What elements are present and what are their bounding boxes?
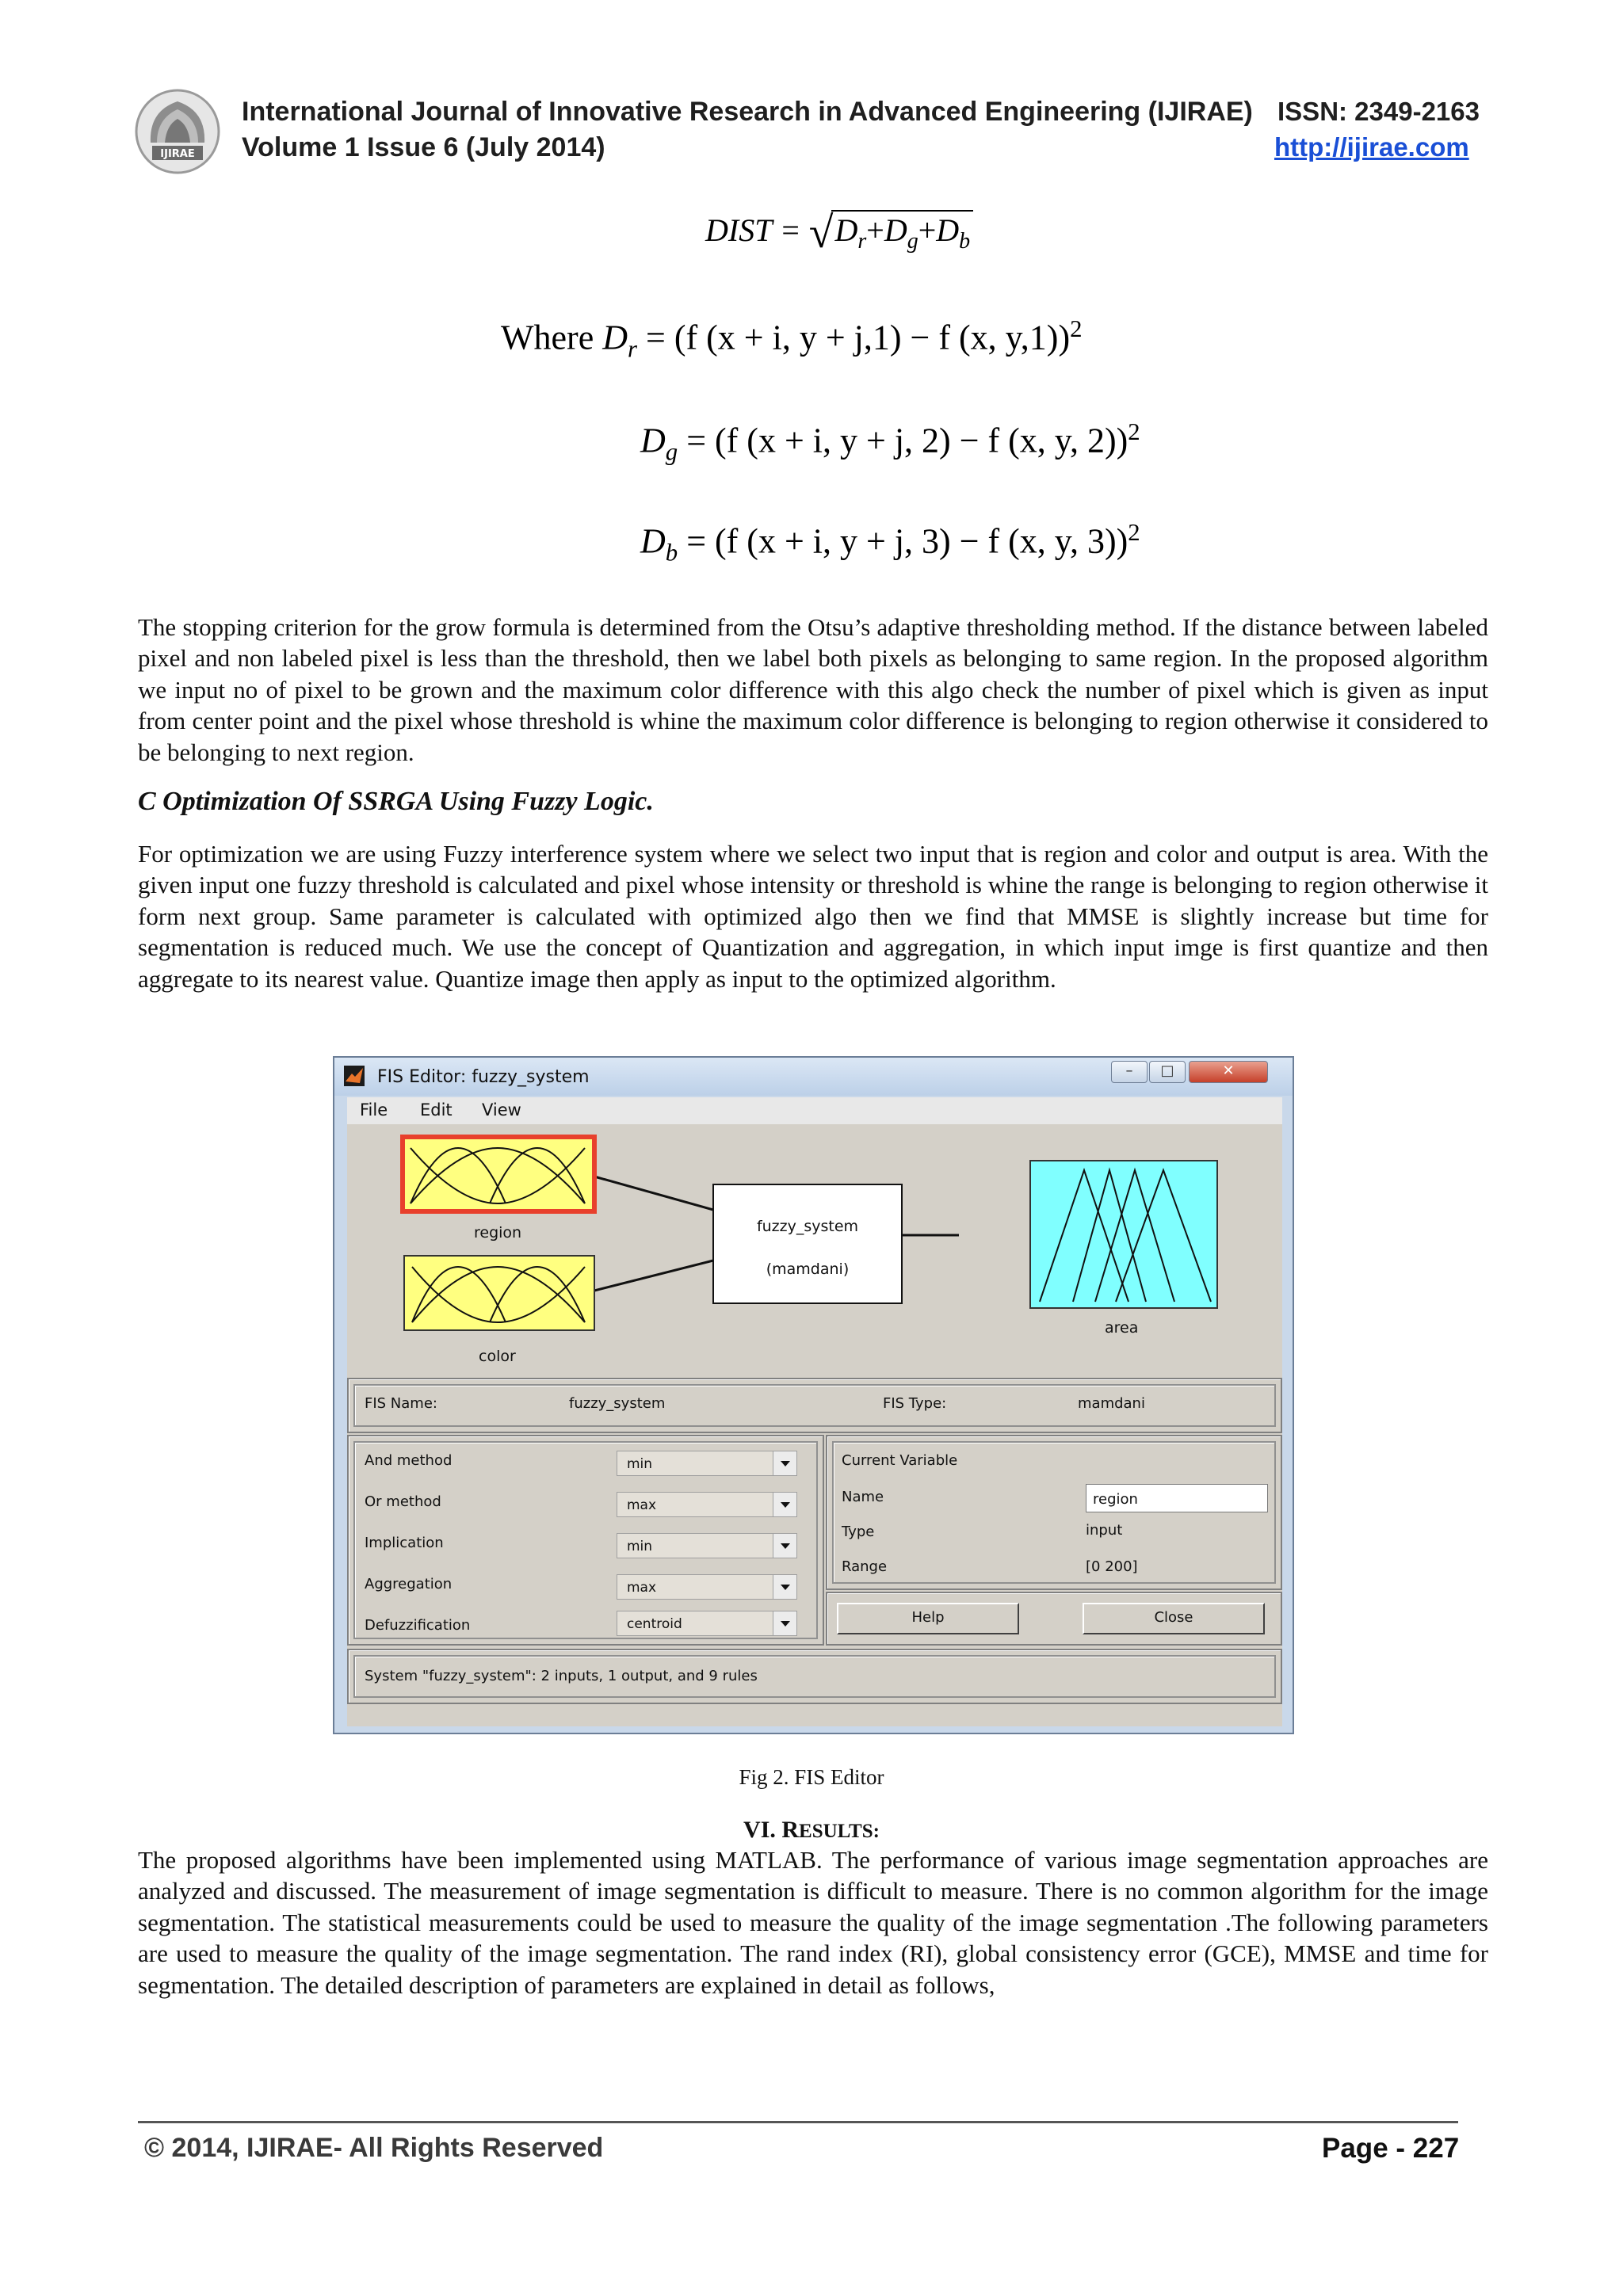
fis-editor-window [333, 1056, 1294, 1734]
section-heading-optimization: C Optimization Of SSRGA Using Fuzzy Logic. [138, 787, 654, 816]
status-panel [347, 1649, 1282, 1704]
input-color-block[interactable] [404, 1256, 594, 1330]
fis-name-label: FIS Name: [365, 1395, 437, 1412]
menu-bar [347, 1097, 1282, 1124]
current-variable-panel [826, 1435, 1282, 1590]
fis-type-label: FIS Type: [883, 1395, 947, 1412]
chevron-down-icon [773, 1534, 796, 1558]
journal-logo [133, 87, 222, 176]
connector-color [594, 1261, 713, 1291]
journal-title: International Journal of Innovative Research in Advanced Engineering (IJIRAE) [242, 97, 1253, 127]
variable-name-label: Name [842, 1489, 884, 1505]
status-text: System "fuzzy_system": 2 inputs, 1 output, and 9 rules [365, 1668, 758, 1684]
help-button[interactable]: Help [837, 1603, 1019, 1634]
fis-type-value: mamdani [1078, 1395, 1145, 1412]
fis-system-name: fuzzy_system [756, 1218, 859, 1235]
variable-name-input[interactable]: region [1086, 1484, 1268, 1512]
defuzzification-select[interactable]: centroid [617, 1611, 797, 1636]
or-method-label: Or method [365, 1493, 441, 1510]
and-method-select[interactable]: min [617, 1451, 797, 1476]
maximize-button[interactable]: □ [1149, 1061, 1186, 1083]
close-button[interactable]: Close [1083, 1603, 1265, 1634]
window-title: FIS Editor: fuzzy_system [377, 1067, 590, 1087]
methods-panel [347, 1435, 824, 1646]
or-method-select[interactable]: max [617, 1492, 797, 1517]
fis-info-panel [347, 1378, 1282, 1433]
button-panel [826, 1592, 1282, 1646]
journal-issn: ISSN: 2349-2163 [1277, 97, 1480, 126]
minimize-button[interactable]: – [1111, 1061, 1148, 1083]
chevron-down-icon [773, 1611, 796, 1635]
implication-select[interactable]: min [617, 1533, 797, 1558]
chevron-down-icon [773, 1493, 796, 1516]
connector-region [594, 1177, 713, 1210]
variable-type-label: Type [842, 1524, 875, 1540]
fis-system-type: (mamdani) [766, 1261, 850, 1278]
output-area-label: area [1105, 1319, 1139, 1337]
defuzzification-label: Defuzzification [365, 1617, 471, 1634]
variable-type-value: input [1086, 1522, 1123, 1539]
fis-system-block[interactable] [713, 1184, 902, 1303]
aggregation-select[interactable]: max [617, 1574, 797, 1600]
equation-dr: Where $D_r = (f$ (x + i, y + j,1) − f (x, y,1))$^2$ [501, 315, 1083, 363]
window-titlebar[interactable] [334, 1058, 1293, 1096]
paragraph-stopping-criterion: The stopping criterion for the grow formula is determined from the Otsu’s adaptive thresholding method. If the distance between labeled pixel and non labeled pixel is less than the threshold, then we label both pixels as belonging to same region. In the proposed algorithm we input no of pixel to be grown and the maximum color difference with this algo check the number of pixel which is given as input from center point and the pixel whose threshold is whine the maximum color difference is belonging to region otherwise it considered to be belonging to next region. [138, 613, 1488, 766]
aggregation-label: Aggregation [365, 1576, 453, 1592]
output-area-block[interactable] [1030, 1161, 1217, 1308]
footer-divider [138, 2121, 1458, 2123]
matlab-icon [344, 1066, 365, 1086]
fis-client-area [347, 1124, 1282, 1726]
menu-view[interactable]: View [482, 1100, 521, 1119]
equation-dist: DIST = $√D_r+D_g+D_b$ [705, 208, 973, 258]
input-region-block[interactable] [403, 1137, 594, 1211]
equation-db: $D_b = (f$ (x + i, y + j, 3) − f (x, y, 3))$^2$ [640, 519, 1140, 566]
input-region-label: region [474, 1224, 522, 1241]
variable-range-value: [0 200] [1086, 1558, 1138, 1575]
window-close-button[interactable]: ✕ [1189, 1061, 1268, 1083]
paragraph-fuzzy-optimization: For optimization we are using Fuzzy interference system where we select two input that is region and color and output is area. With the given input one fuzzy threshold is calculated and pixel whose intensity or threshold is whine the range is belonging to region otherwise it form next group. Same parameter is calculated with optimized algo then we find that MMSE is slightly increase but time for segmentation is reduced much. We use the concept of Quantization and aggregation, in which input imge is first quantize and then aggregate to its nearest value. Quantize image then apply as input to the optimized algorithm. [138, 840, 1488, 993]
paragraph-results: The proposed algorithms have been implemented using MATLAB. The performance of various image segmentation approaches are analyzed and discussed. The measurement of image segmentation is difficult to measure. There is no common algorithm for the image segmentation. The statistical measurements could be used to measure the quality of the image segmentation .The following parameters are used to measure the quality of the image segmentation. The rand index (RI), global consistency error (GCE), MMSE and time for segmentation. The detailed description of parameters are explained in detail as follows, [138, 1846, 1488, 1999]
menu-edit[interactable]: Edit [420, 1100, 453, 1119]
footer-page-number: Page - 227 [1322, 2133, 1460, 2164]
section-heading-results: VI. RESULTS: [743, 1817, 880, 1843]
equation-dg: $D_g = (f$ (x + i, y + j, 2) − f (x, y, 2))$^2$ [640, 418, 1140, 466]
footer-copyright: © 2014, IJIRAE- All Rights Reserved [144, 2133, 604, 2163]
implication-label: Implication [365, 1535, 444, 1551]
and-method-label: And method [365, 1452, 453, 1469]
figure-caption: Fig 2. FIS Editor [739, 1765, 884, 1789]
current-variable-heading: Current Variable [842, 1452, 958, 1469]
chevron-down-icon [773, 1575, 796, 1599]
fis-name-value: fuzzy_system [569, 1395, 666, 1412]
chevron-down-icon [773, 1451, 796, 1475]
menu-file[interactable]: File [360, 1100, 388, 1119]
logo-text: IJIRAE [160, 148, 195, 160]
variable-range-label: Range [842, 1558, 888, 1575]
journal-url-link[interactable]: http://ijirae.com [1274, 132, 1469, 162]
input-color-label: color [479, 1348, 516, 1365]
journal-volume: Volume 1 Issue 6 (July 2014) [242, 132, 605, 162]
